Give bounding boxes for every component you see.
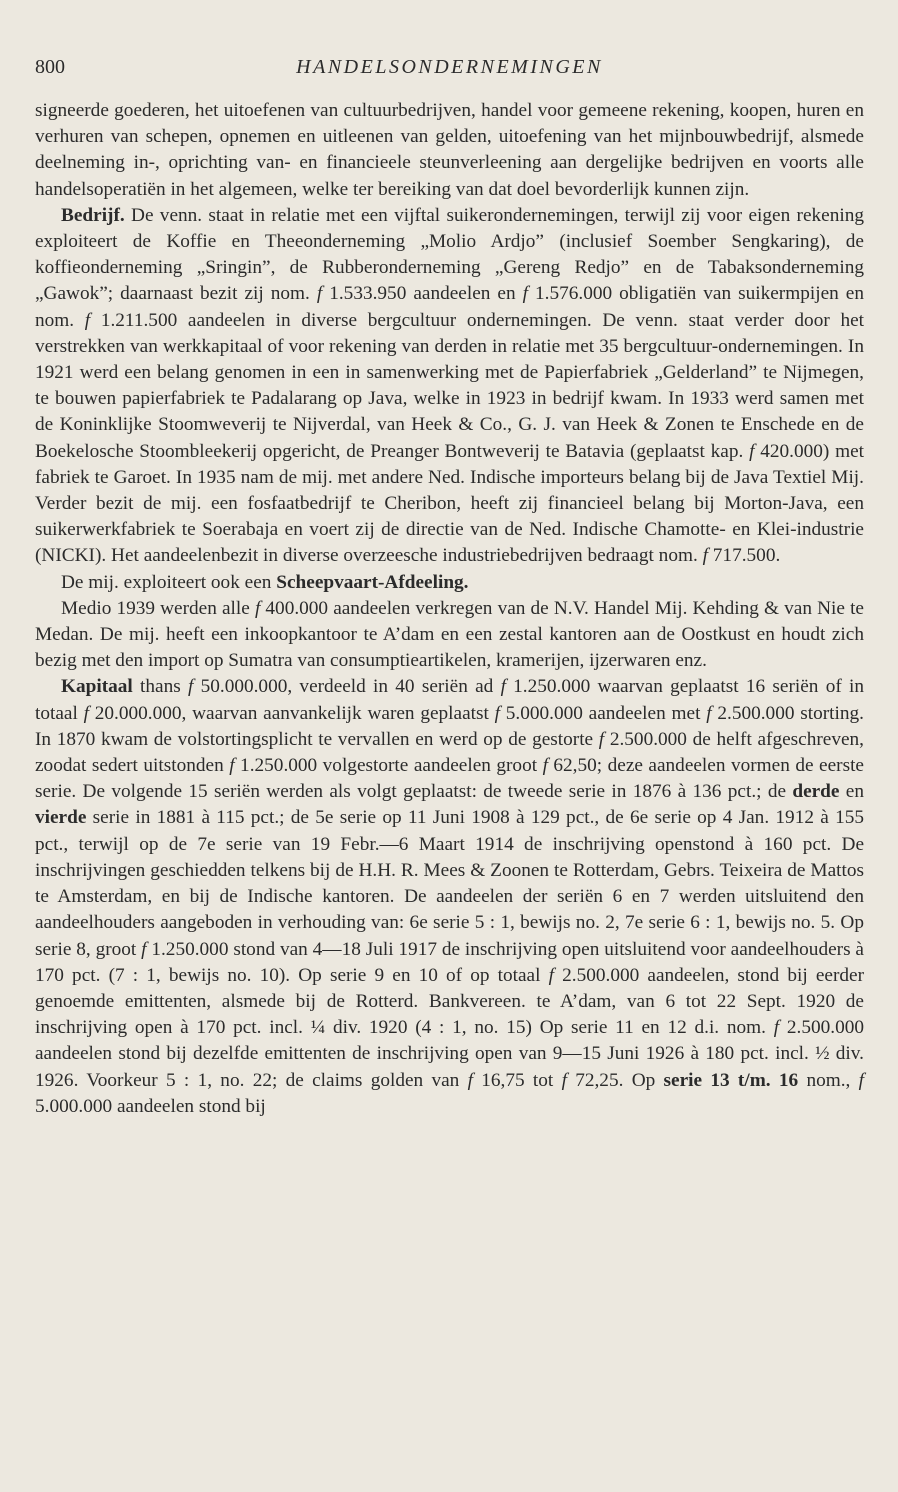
page-body [35,98,864,1120]
florin-symbol: f [84,309,91,331]
paragraph-objectives: signeerde goederen, het uitoefenen van cultuurbedrijven, handel voor gemeene rekening, koopen, huren en verhuren van schepen, opnemen en uitleenen van gelden, uitoefening van het mijnbouwbedrijf, alsmede deelneming in-, oprichting van- en financieele steunverleening aan dergelijke bedrijven en voorts alle handelsoperatiën in het algemeen, welke ter bereiking van dat doel bevorderlijk kunnen zijn. [35,100,864,200]
page-number: 800 [35,56,65,78]
florin-symbol: f [773,1017,780,1039]
section-label-scheepvaart: Scheepvaart-Afdeeling. [276,571,469,593]
section-label-bedrijf: Bedrijf. [61,204,125,226]
paragraph-medio-1939: Medio 1939 werden alle f 400.000 aandeelen verkregen van de N.V. Handel Mij. Kehding & van Nie te Medan. De mij. heeft een inkoopkantoor te A’dam en een zestal kantoren aan de Oostkust en houdt zich bezig met den import op Sumatra van consumptieartikelen, kramerijen, ijzerwaren enz. [35,597,864,672]
florin-symbol: f [702,545,708,567]
section-label-kapitaal: Kapitaal [61,676,133,698]
florin-symbol: f [83,702,89,724]
florin-symbol: f [254,597,261,619]
page-header [35,56,864,92]
florin-symbol: f [522,283,528,305]
florin-symbol: f [598,728,605,750]
running-title: HANDELSONDERNEMINGEN [296,56,603,78]
florin-symbol: f [229,755,235,777]
emphasis-derde: derde [792,781,840,803]
florin-symbol: f [141,938,147,960]
paragraph-scheepvaart: De mij. exploiteert ook een Scheepvaart-Afdeeling. [61,571,469,593]
florin-symbol: f [749,440,755,462]
florin-symbol: f [542,755,548,777]
florin-symbol: f [858,1069,865,1091]
florin-symbol: f [500,676,506,698]
florin-symbol: f [187,676,194,698]
florin-symbol: f [548,964,554,986]
florin-symbol: f [494,702,500,724]
paragraph-bedrijf: Bedrijf. De venn. staat in relatie met een vijftal suikerondernemingen, terwijl zij voor eigen rekening exploiteert de Koffie en Theeonderneming „Molio Ardjo” (inclusief Soember Sengkaring), de koffieonderneming „Sringin”, de Rubberonderneming „Gereng Redjo” en de Tabaksonderneming „Gawok”; daarnaast bezit zij nom. f 1.533.950 aandeelen en f 1.576.000 obligatiën van suikermpijen en nom. f 1.211.500 aandeelen in diverse bergcultuur ondernemingen. De venn. staat verder door het verstrekken van werkkapitaal of voor rekening van derden in relatie met 35 bergcultuur-ondernemingen. In 1921 werd een belang genomen in een in samenwerking met de Papierfabriek „Gelderland” te Nijmegen, te bouwen papierfabriek te Padalarang op Java, welke in 1923 in bedrijf kwam. In 1933 werd samen met de Koninklijke Stoomweverij te Nijverdal, van Heek & Co., G. J. van Heek & Zonen te Enschede en de Boekelosche Stoombleekerij opgericht, de Preanger Bontweverij te Batavia (geplaatst kap. f 420.000) met fabriek te Garoet. In 1935 nam de mij. met andere Ned. Indische importeurs belang bij de Java Textiel Mij. Verder bezit de mij. een fosfaatbedrijf te Cheribon, heeft zij financieel belang bij Morton-Java, een suikerwerkfabriek te Soerabaja en voert zij de directie van de Ned. Indische Chamotte- en Klei-industrie (NICKI). Het aandeelenbezit in diverse overzeesche industriebedrijven bedraagt nom. f 717.500. [35,204,865,567]
florin-symbol: f [316,283,323,305]
paragraph-kapitaal: Kapitaal thans f 50.000.000, verdeeld in 40 seriën ad f 1.250.000 waarvan geplaatst 16 seriën of in totaal f 20.000.000, waarvan aanvankelijk waren geplaatst f 5.000.000 aandeelen met f 2.500.000 storting. In 1870 kwam de volstortingsplicht te vervallen en werd op de gestorte f 2.500.000 de helft afgeschreven, zoodat sedert uitstonden f 1.250.000 volgestorte aandeelen groot f 62,50; deze aandeelen vormen de eerste serie. De volgende 15 seriën werden als volgt geplaatst: de tweede serie in 1876 à 136 pct.; de derde en vierde serie in 1881 à 115 pct.; de 5e serie op 11 Juni 1908 à 129 pct., de 6e serie op 4 Jan. 1912 à 155 pct., terwijl op de 7e serie van 19 Febr.—6 Maart 1914 de inschrijving openstond à 160 pct. De inschrijvingen geschiedden telkens bij de H.H. R. Mees & Zoonen te Rotterdam, Gebrs. Teixeira de Mattos te Amsterdam, en bij de Indische kantoren. De aandeelen der seriën 6 en 7 werden uitsluitend den aandeelhouders aangeboden in verhouding van: 6e serie 5 : 1, bewijs no. 2, 7e serie 6 : 1, bewijs no. 5. Op serie 8, groot f 1.250.000 stond van 4—18 Juli 1917 de inschrijving open uitsluitend voor aandeelhouders à 170 pct. (7 : 1, bewijs no. 10). Op serie 9 en 10 of op totaal f 2.500.000 aandeelen, stond bij eerder genoemde emittenten, alsmede bij de Rotterd. Bankvereen. te A’dam, van 6 tot 22 Sept. 1920 de inschrijving open à 170 pct. incl. ¼ div. 1920 (4 : 1, no. 15) Op serie 11 en 12 d.i. nom. f 2.500.000 aandeelen stond bij dezelfde emittenten de inschrijving open van 9—15 Juni 1926 à 180 pct. incl. ½ div. 1926. Voorkeur 5 : 1, no. 22; de claims golden van f 16,75 tot f 72,25. Op serie 13 t/m. 16 nom., f 5.000.000 aandeelen stond bij [35,676,865,1117]
florin-symbol: f [706,702,712,724]
florin-symbol: f [467,1069,473,1091]
florin-symbol: f [561,1069,567,1091]
emphasis-vierde: vierde [35,807,87,829]
emphasis-serie-13-16: serie 13 t/m. 16 [663,1069,799,1091]
